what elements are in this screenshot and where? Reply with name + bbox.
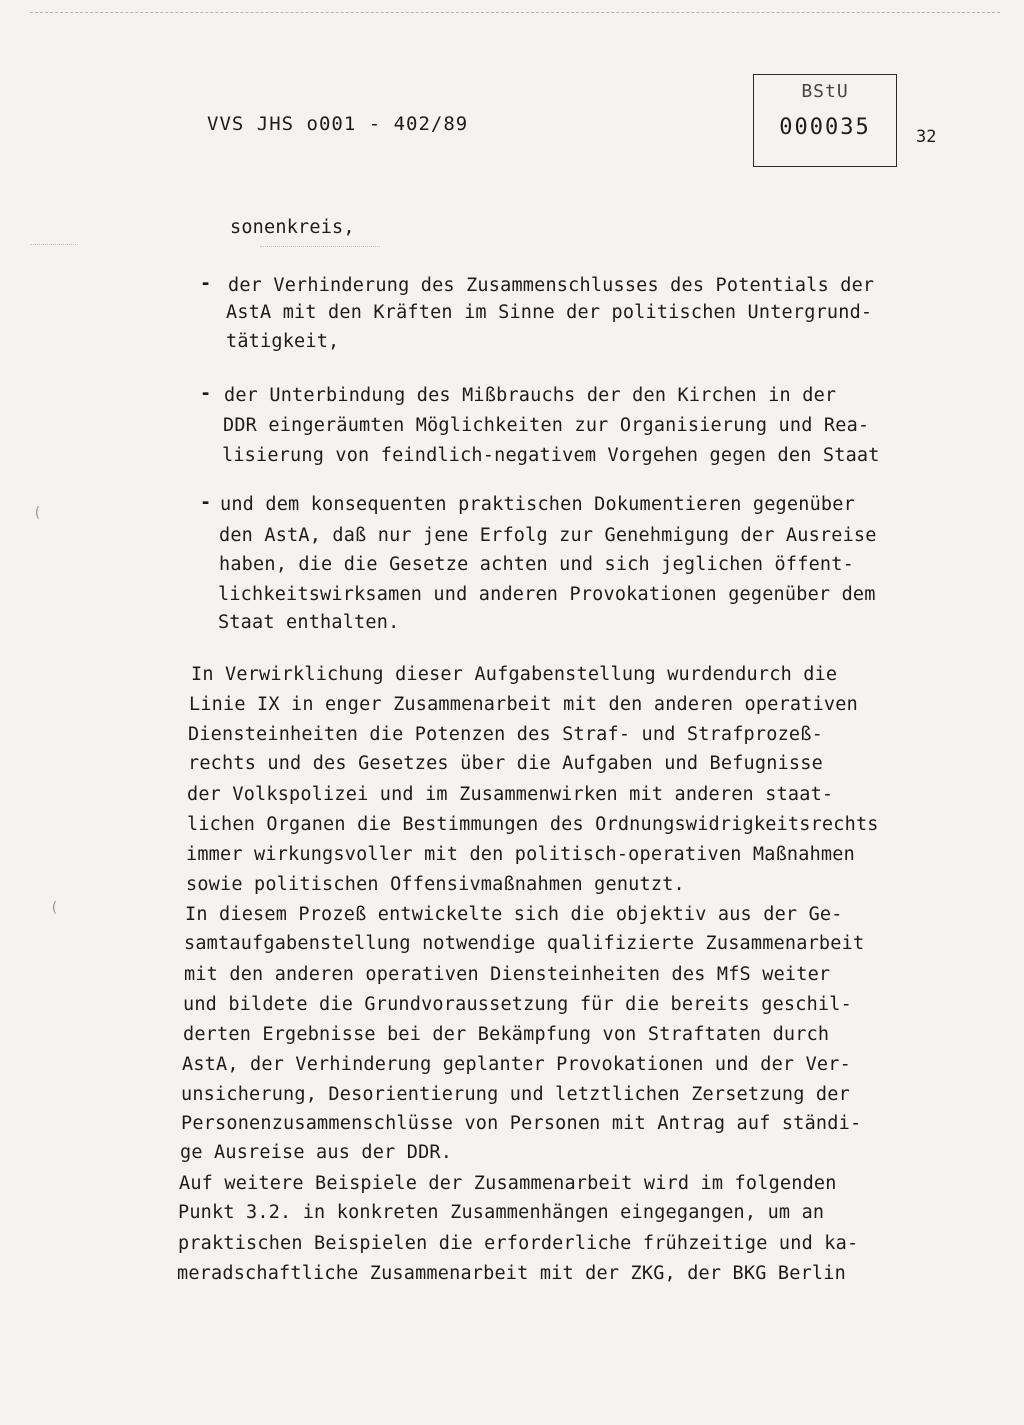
margin-mark: ( [33, 505, 42, 521]
text-line: tätigkeit, [226, 331, 340, 352]
archive-stamp [753, 74, 897, 167]
text-line: lichkeitswirksamen und anderen Provokationen gegenüber dem [218, 584, 876, 605]
text-line: lisierung von feindlich-negativem Vorgehen gegen den Staat [222, 445, 880, 466]
text-line: sowie politischen Offensivmaßnahmen genutzt. [186, 874, 685, 895]
text-line: Auf weitere Beispiele der Zusammenarbeit wird im folgenden [179, 1173, 837, 1194]
text-line: DDR eingeräumten Möglichkeiten zur Organisierung und Rea- [223, 415, 870, 436]
margin-mark: ( [50, 900, 59, 916]
underline-mark [260, 246, 380, 247]
page-number: 32 [916, 127, 937, 147]
document-reference: VVS JHS o001 - 402/89 [207, 113, 469, 135]
text-line: Punkt 3.2. in konkreten Zusammenhängen eingegangen, um an [178, 1202, 825, 1223]
text-line: In Verwirklichung dieser Aufgabenstellung wurdendurch die [191, 664, 838, 685]
stamp-title: BStU [801, 81, 849, 102]
text-line: rechts und des Gesetzes über die Aufgaben und Befugnisse [188, 753, 823, 774]
text-line: haben, die die Gesetze achten und sich jeglichen öffent- [219, 554, 854, 575]
text-line: Diensteinheiten die Potenzen des Straf- und Strafprozeß- [188, 724, 823, 745]
text-line: Personenzusammenschlüsse von Personen mit Antrag auf ständi- [181, 1113, 862, 1134]
margin-mark [30, 244, 78, 245]
text-line: der Unterbindung des Mißbrauchs der den Kirchen in der [224, 385, 837, 406]
text-line: derten Ergebnisse bei der Bekämpfung von Straftaten durch [183, 1024, 830, 1045]
stamp-number: 000035 [779, 115, 871, 140]
top-rule [30, 12, 1000, 13]
text-line: der Volkspolizei und im Zusammenwirken mit anderen staat- [187, 784, 834, 805]
bullet-dash: - [200, 273, 212, 294]
text-line: meradschaftliche Zusammenarbeit mit der ZKG, der BKG Berlin [177, 1263, 846, 1284]
bullet-dash: - [200, 492, 212, 513]
text-line: Linie IX in enger Zusammenarbeit mit den anderen operativen [189, 694, 858, 715]
text-line: AstA, der Verhinderung geplanter Provokationen und der Ver- [182, 1054, 851, 1075]
text-line: In diesem Prozeß entwickelte sich die objektiv aus der Ge- [185, 904, 843, 925]
text-line: und bildete die Grundvoraussetzung für die bereits geschil- [183, 994, 852, 1015]
text-line: ge Ausreise aus der DDR. [180, 1142, 453, 1163]
text-line: immer wirkungsvoller mit den politisch-operativen Maßnahmen [186, 844, 855, 865]
text-line: sonenkreis, [230, 217, 355, 238]
text-line: samtaufgabenstellung notwendige qualifizierte Zusammenarbeit [184, 933, 865, 954]
text-line: der Verhinderung des Zusammenschlusses des Potentials der [228, 275, 875, 296]
text-line: lichen Organen die Bestimmungen des Ordnungswidrigkeitsrechts [187, 814, 879, 835]
text-line: und dem konsequenten praktischen Dokumentieren gegenüber [220, 494, 855, 515]
text-line: praktischen Beispielen die erforderliche frühzeitige und ka- [178, 1233, 859, 1254]
text-line: Staat enthalten. [218, 612, 400, 633]
text-line: AstA mit den Kräften im Sinne der politischen Untergrund- [226, 302, 873, 323]
text-line: mit den anderen operativen Diensteinheiten des MfS weiter [184, 964, 831, 985]
text-line: unsicherung, Desorientierung und letztlichen Zersetzung der [181, 1084, 850, 1105]
bullet-dash: - [200, 383, 212, 404]
text-line: den AstA, daß nur jene Erfolg zur Genehmigung der Ausreise [219, 525, 877, 546]
